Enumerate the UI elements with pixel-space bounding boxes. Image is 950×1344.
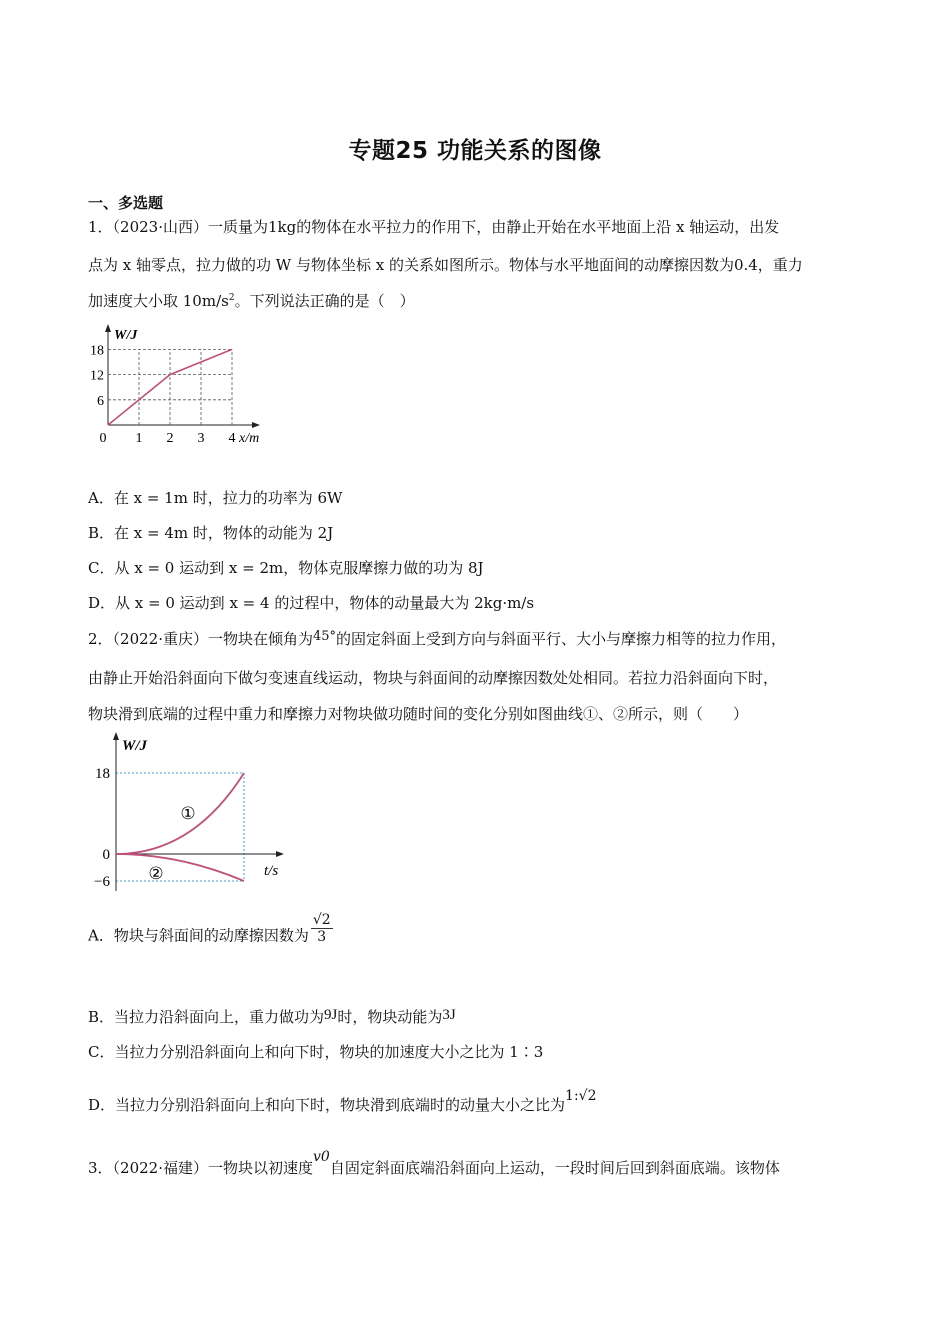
q2-fraction [311,912,333,945]
q2-option-d-text: D．当拉力分别沿斜面向上和向下时，物块滑到底端时的动量大小之比为 [88,1096,566,1114]
x-tick-label: 4 [228,431,236,446]
x-axis-arrow [276,851,284,857]
x-axis-label: x/m [239,431,260,446]
q1-option-a: A．在 x = 1m 时，拉力的功率为 6W [88,489,343,507]
q1-line-2: 点为 x 轴零点，拉力做的功 W 与物体坐标 x 的关系如图所示。物体与水平地面间的动摩擦因数为0.4，重力 [88,256,803,274]
q2-option-b [88,1006,456,1027]
q2-option-b-v2: 3J [442,1007,456,1023]
q2-option-c: C．当拉力分别沿斜面向上和向下时，物块的加速度大小之比为 1∶3 [88,1043,544,1061]
x-axis-arrow [252,422,260,428]
y-tick-label: 0 [102,847,110,863]
q2-line-1-a: 2．（2022·重庆）一物块在倾角为 [88,630,313,648]
q3-line-1-a: 3．（2022·福建）一物块以初速度 [88,1159,313,1177]
y-axis-arrow [105,324,111,332]
q2-angle: 45° [313,629,337,644]
q2-option-b-1: B．当拉力沿斜面向上，重力做功为 [88,1008,325,1026]
q1-option-b: B．在 x = 4m 时，物体的动能为 2J [88,524,334,542]
q1-chart [88,322,278,452]
q1-option-c: C．从 x = 0 运动到 x = 2m，物体克服摩擦力做的功为 8J [88,559,484,577]
section-heading: 一、多选题 [88,194,164,212]
curve-1-label: ① [180,804,196,823]
q1-line-3-sup: 2 [228,293,235,303]
y-tick-label: 12 [90,368,104,384]
q2-option-a [88,912,333,953]
q2-option-d [88,1088,596,1115]
q2-line-2: 由静止开始沿斜面向下做匀变速直线运动，物块与斜面间的动摩擦因数处处相同。若拉力沿斜面向下时， [88,669,779,687]
y-axis-label: W/J [122,738,148,754]
curve-2 [116,854,244,881]
q3-v0: v0 [313,1149,330,1165]
q2-line-1 [88,628,786,649]
q2-chart [88,730,298,900]
q1-line-3-b: 。下列说法正确的是（ ） [234,292,415,310]
q2-line-1-b: 的固定斜面上受到方向与斜面平行、大小与摩擦力相等的拉力作用， [336,630,787,648]
x-tick-label: 3 [197,431,205,446]
q2-option-a-text: A．物块与斜面间的动摩擦因数为 [88,926,309,945]
q2-option-d-ratio: 1:√2 [565,1088,597,1104]
q3-line-1-b: 自固定斜面底端沿斜面向上运动，一段时间后回到斜面底端。该物体 [329,1159,780,1177]
y-axis-label: W/J [114,328,138,343]
q1-line-1: 1．（2023·山西）一质量为1kg的物体在水平拉力的作用下，由静止开始在水平地面上沿 x 轴运动，出发 [88,218,780,236]
fraction-numerator: √2 [312,912,331,928]
y-tick-label: 18 [95,766,110,782]
q2-option-b-v1: 9J [324,1007,338,1023]
y-tick-label: −6 [94,874,110,890]
x-axis-label: t/s [264,863,279,879]
x-tick-label: 1 [135,431,143,446]
x-tick-label: 0 [99,431,107,446]
fraction-denominator: 3 [317,929,327,945]
x-tick-label: 2 [166,431,174,446]
q1-line-3 [88,290,415,311]
q2-option-b-2: 时，物块动能为 [337,1008,443,1026]
q2-line-3: 物块滑到底端的过程中重力和摩擦力对物块做功随时间的变化分别如图曲线①、②所示，则（ ） [88,705,749,723]
q1-option-d: D．从 x = 0 运动到 x = 4 的过程中，物体的动量最大为 2kg·m/s [88,594,535,612]
q3-line-1 [88,1149,780,1178]
curve-2-label: ② [148,864,164,883]
y-axis-arrow [113,732,119,740]
y-tick-label: 18 [90,343,104,359]
page-title: 专题25 功能关系的图像 [348,138,602,164]
q1-line-3-a: 加速度大小取 10m/s [88,292,229,310]
y-tick-label: 6 [97,393,104,409]
